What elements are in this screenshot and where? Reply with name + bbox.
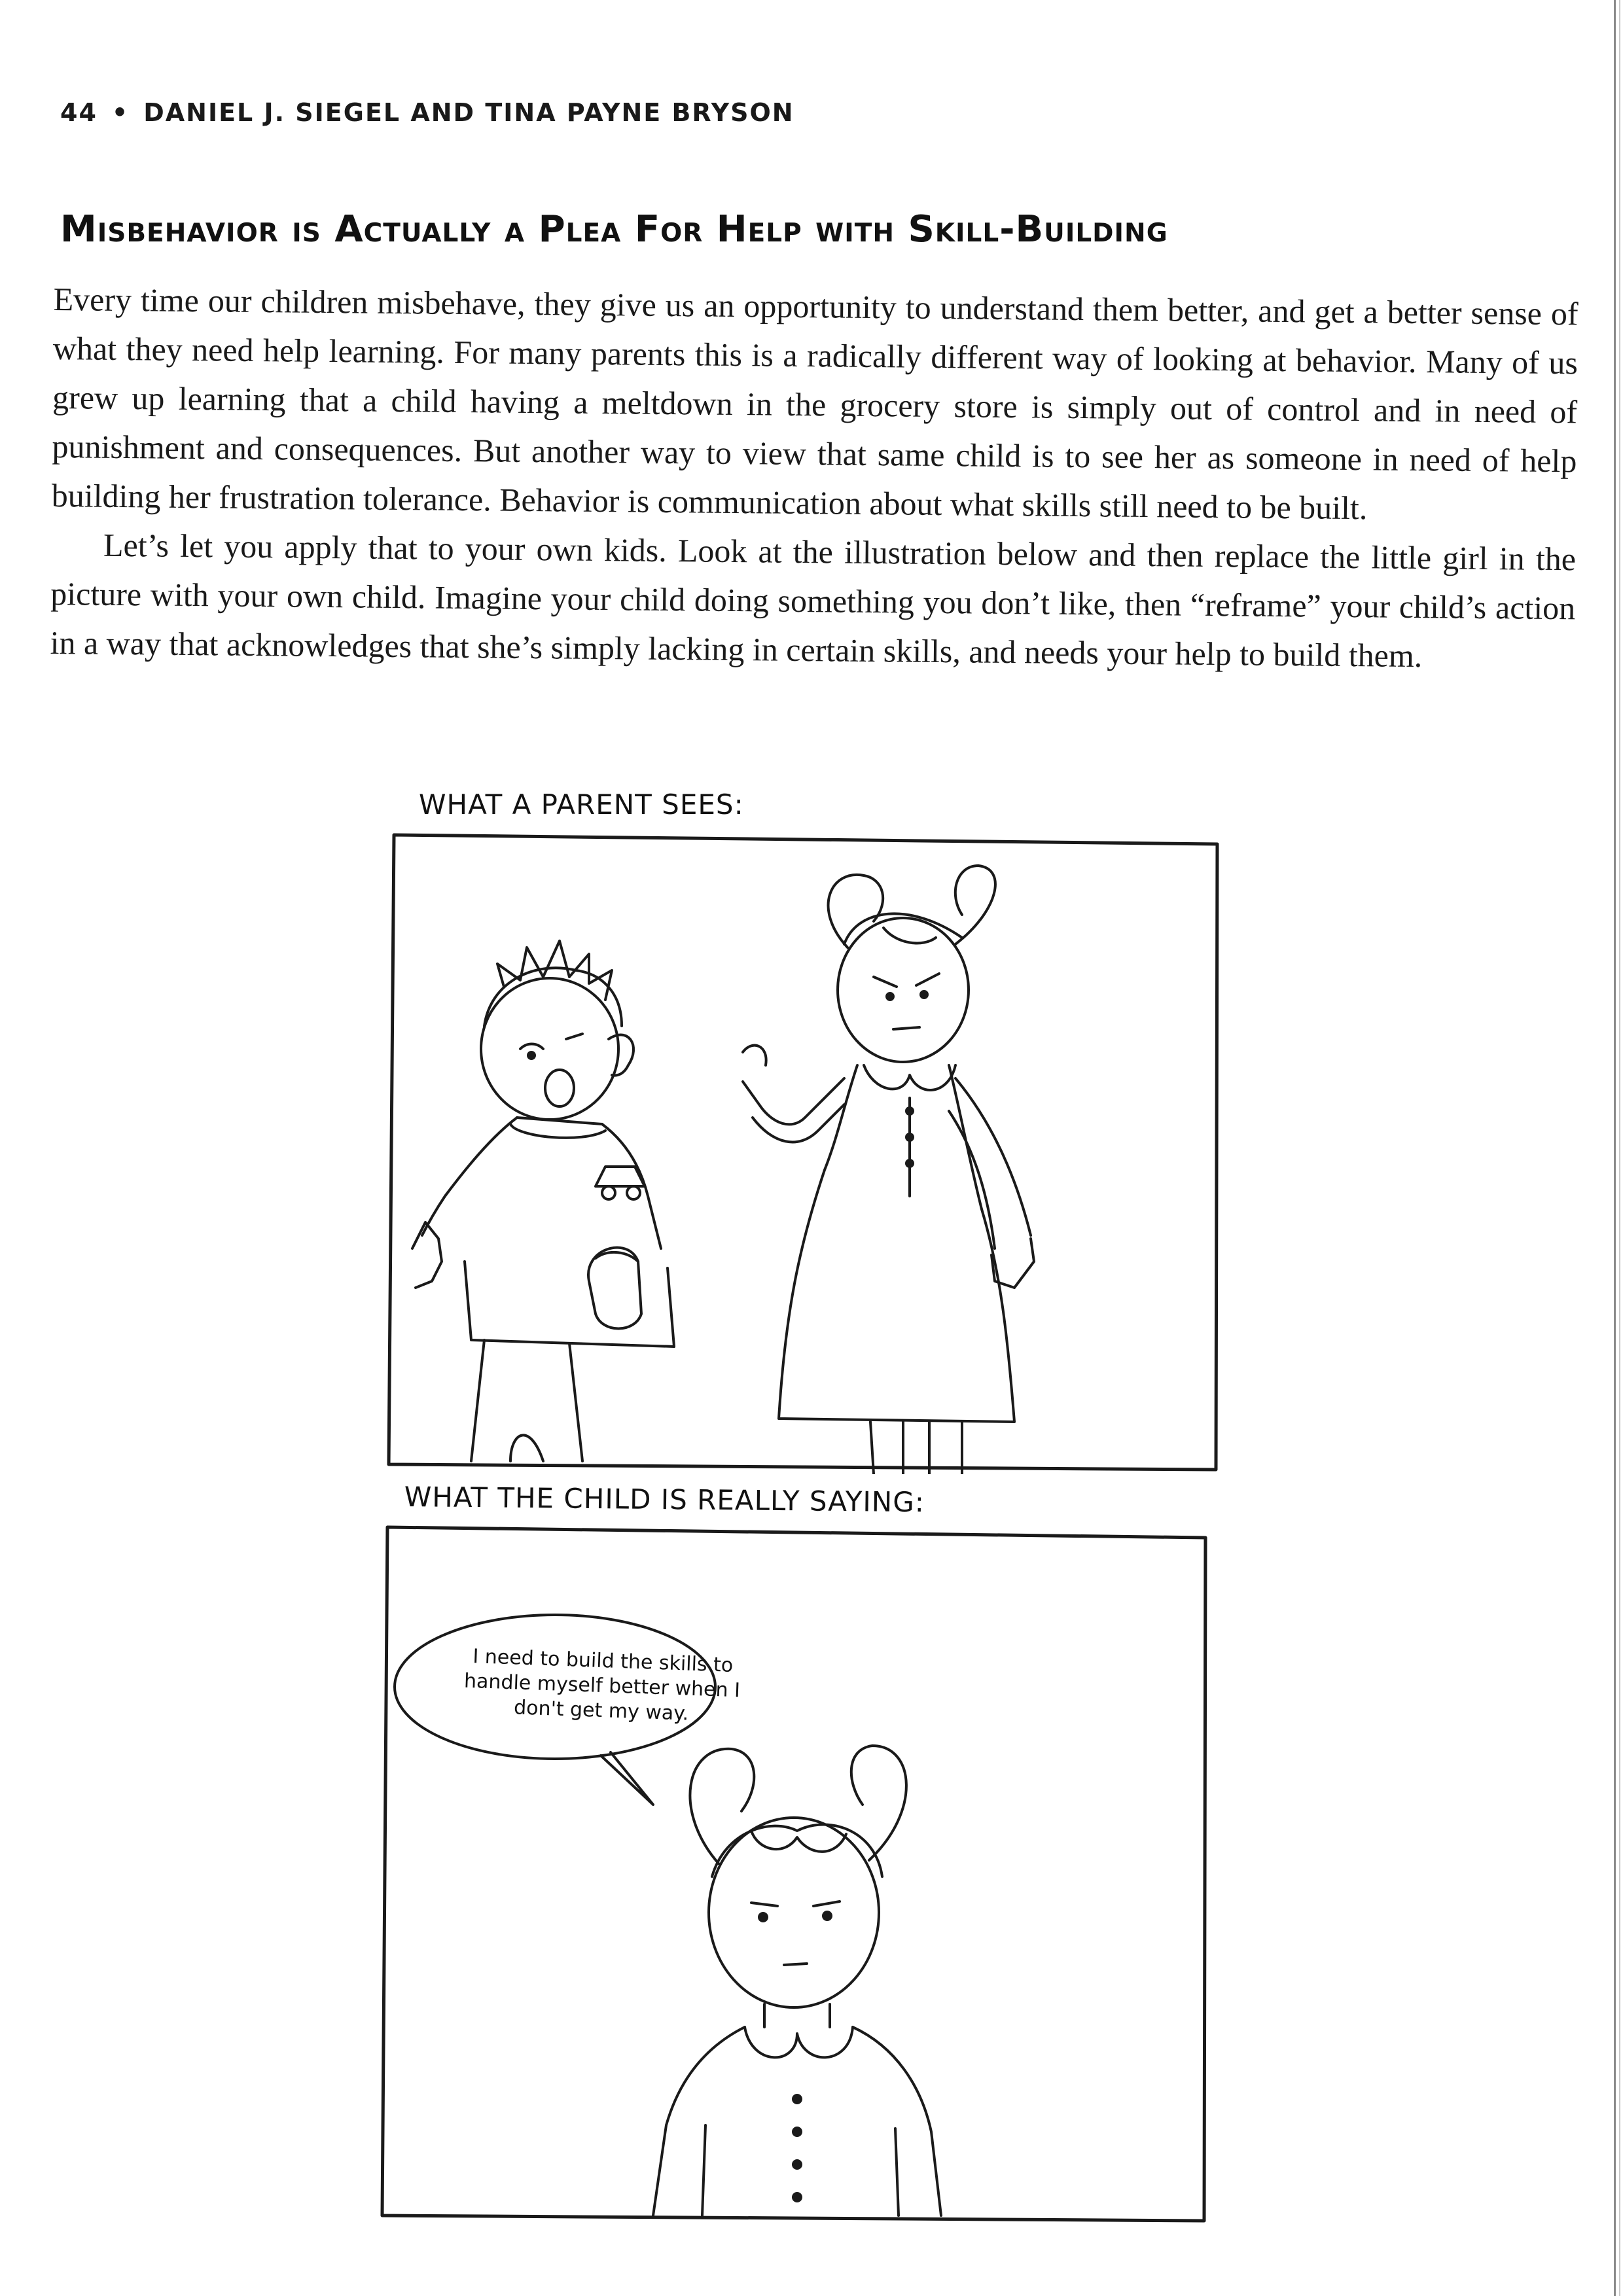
header-authors: DANIEL J. SIEGEL AND TINA PAYNE BRYSON	[143, 98, 794, 127]
parent-sees-drawing	[386, 830, 1221, 1474]
child-saying-drawing	[378, 1523, 1208, 2225]
illustration-panel-parent-sees	[386, 830, 1221, 1474]
page-edge-shadow	[1619, 0, 1620, 2296]
paragraph-1: Every time our children misbehave, they give us an opportunity to understand them better, and get a better sense of what they need help learning. For many parents this is a radically different way of looking at behavior. Many of us grew up learning that a child having a meltdown in the grocery store is simply out of control and in need of punishment and consequences. But another way to view that same child is to see her as someone in need of help building her frustration tolerance. Behavior is communication about what skills still need to be built.	[51, 280, 1578, 527]
speech-bubble-text: I need to build the skills to handle myself better when I don't get my way.	[463, 1645, 741, 1725]
section-title: Misbehavior is Actually a Plea For Help with Skill-Building	[60, 208, 1168, 251]
running-header	[60, 98, 1107, 127]
caption-what-parent-sees: WHAT A PARENT SEES:	[419, 788, 744, 821]
caption-what-child-is-saying: WHAT THE CHILD IS REALLY SAYING:	[404, 1481, 925, 1519]
header-separator: •	[111, 98, 130, 127]
page-number: 44	[60, 98, 98, 127]
paragraph-2: Let’s let you apply that to your own kids. Look at the illustration below and then replace the little girl in the picture with your own child. Imagine your child doing something you don’t like, then “reframe” your child’s action in a way that acknowledges that she’s simply lacking in certain skills, and needs your help to build them.	[50, 526, 1577, 675]
illustration-panel-child-saying	[378, 1523, 1208, 2225]
body-text	[50, 275, 1578, 682]
page-edge-line	[1614, 0, 1616, 2296]
